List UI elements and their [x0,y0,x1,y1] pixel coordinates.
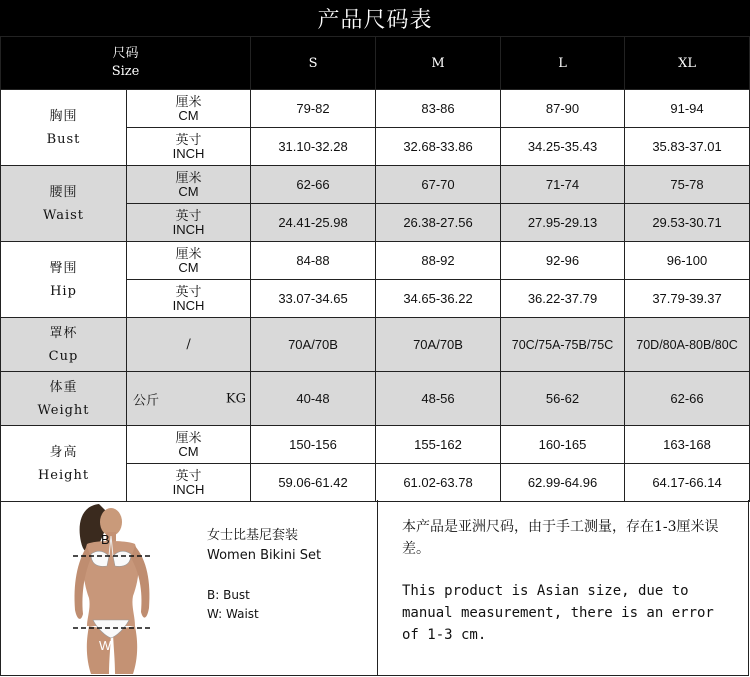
unit-en: CM [178,443,199,459]
value-cell: 37.79-39.37 [625,280,750,318]
unit-inch [127,128,251,166]
value-cell: 150-156 [251,426,376,464]
weight-label [1,372,127,426]
unit-en: INCH [172,297,205,313]
measure-legend [207,586,259,624]
bust-cm-row [1,90,750,128]
unit-inch [127,464,251,502]
value-cell: 62-66 [251,166,376,204]
unit-cm [127,242,251,280]
unit-zh: 英寸 [175,131,202,147]
size-s-header: S [251,37,376,90]
value-cell: 34.65-36.22 [376,280,501,318]
value-cell: 31.10-32.28 [251,128,376,166]
bust-label-zh: 胸围 [49,108,78,124]
waist-label-en: Waist [42,207,85,223]
bust-label [1,90,127,166]
unit-zh: 英寸 [175,207,202,223]
waist-label-zh: 腰围 [49,184,78,200]
value-cell: 96-100 [625,242,750,280]
cup-label-en: Cup [48,348,79,364]
value-cell: 64.17-66.14 [625,464,750,502]
unit-zh: 厘米 [175,93,202,109]
value-cell: 29.53-30.71 [625,204,750,242]
size-header-zh: 尺码 [112,46,139,61]
bust-label-en: Bust [46,131,81,147]
value-cell: 26.38-27.56 [376,204,501,242]
value-cell: 70A/70B [376,318,501,372]
size-note [402,516,732,646]
value-cell: 48-56 [376,372,501,426]
value-cell: 34.25-35.43 [501,128,625,166]
value-cell: 70C/75A-75B/75C [501,318,625,372]
waist-label [1,166,127,242]
value-cell: 56-62 [501,372,625,426]
value-cell: 87-90 [501,90,625,128]
value-cell: 61.02-63.78 [376,464,501,502]
value-cell: 84-88 [251,242,376,280]
height-cm-row [1,426,750,464]
size-xl-header: XL [625,37,750,90]
value-cell: 71-74 [501,166,625,204]
unit-inch [127,280,251,318]
value-cell: 70A/70B [251,318,376,372]
value-cell: 32.68-33.86 [376,128,501,166]
value-cell: 62.99-64.96 [501,464,625,502]
bikini-model-illustration [51,502,181,674]
waist-cm-row [1,166,750,204]
height-label-zh: 身高 [49,444,78,460]
panel-divider [377,500,378,676]
header-row [1,37,750,90]
unit-cm [127,90,251,128]
weight-row [1,372,750,426]
unit-en: INCH [172,481,205,497]
size-header-en: Size [111,64,140,79]
value-cell: 36.22-37.79 [501,280,625,318]
unit-cm [127,426,251,464]
product-name-zh: 女士比基尼套装 [207,528,299,543]
value-cell: 83-86 [376,90,501,128]
unit-en: INCH [172,221,205,237]
height-label [1,426,127,502]
size-header-cell [1,37,251,90]
note-en: This product is Asian size, due to manual measurement, there is an error of 1-3 cm. [402,583,714,643]
figure-bust-label: B [101,532,110,547]
value-cell: 62-66 [625,372,750,426]
value-cell: 59.06-61.42 [251,464,376,502]
hip-label [1,242,127,318]
unit-zh: 公斤 [133,393,160,408]
unit-en: CM [178,259,199,275]
unit-cm [127,166,251,204]
note-zh: 本产品是亚洲尺码，由于手工测量，存在1-3厘米误差。 [402,519,719,557]
cup-label-zh: 罩杯 [49,325,78,341]
unit-zh: 厘米 [175,429,202,445]
hip-label-en: Hip [50,283,77,299]
value-cell: 91-94 [625,90,750,128]
value-cell: 27.95-29.13 [501,204,625,242]
value-cell: 155-162 [376,426,501,464]
unit-zh: 英寸 [175,467,202,483]
value-cell: 88-92 [376,242,501,280]
height-label-en: Height [37,467,90,483]
value-cell: 70D/80A-80B/80C [625,318,750,372]
unit-en: KG [225,391,247,406]
product-name-en: Women Bikini Set [207,548,322,563]
value-cell: 163-168 [625,426,750,464]
unit-zh: 厘米 [175,245,202,261]
cup-label [1,318,127,372]
unit-en: CM [178,107,199,123]
cup-unit: / [127,318,251,372]
legend-waist: W: Waist [207,607,259,621]
legend-bust: B: Bust [207,588,250,602]
size-chart-table [0,36,750,502]
value-cell: 79-82 [251,90,376,128]
unit-zh: 厘米 [175,169,202,185]
size-l-header: L [501,37,625,90]
value-cell: 160-165 [501,426,625,464]
value-cell: 75-78 [625,166,750,204]
unit-inch [127,204,251,242]
product-info-panel [0,500,749,676]
unit-en: INCH [172,145,205,161]
page-title: 产品尺码表 [0,0,750,36]
weight-unit [127,372,251,426]
value-cell: 92-96 [501,242,625,280]
weight-label-en: Weight [37,402,90,418]
value-cell: 24.41-25.98 [251,204,376,242]
hip-label-zh: 臀围 [49,260,78,276]
cup-row [1,318,750,372]
size-m-header: M [376,37,501,90]
value-cell: 40-48 [251,372,376,426]
hip-cm-row [1,242,750,280]
value-cell: 33.07-34.65 [251,280,376,318]
product-name [207,526,321,566]
value-cell: 35.83-37.01 [625,128,750,166]
figure-waist-label: W [99,638,112,653]
weight-label-zh: 体重 [49,379,78,395]
unit-zh: 英寸 [175,283,202,299]
value-cell: 67-70 [376,166,501,204]
unit-en: CM [178,183,199,199]
